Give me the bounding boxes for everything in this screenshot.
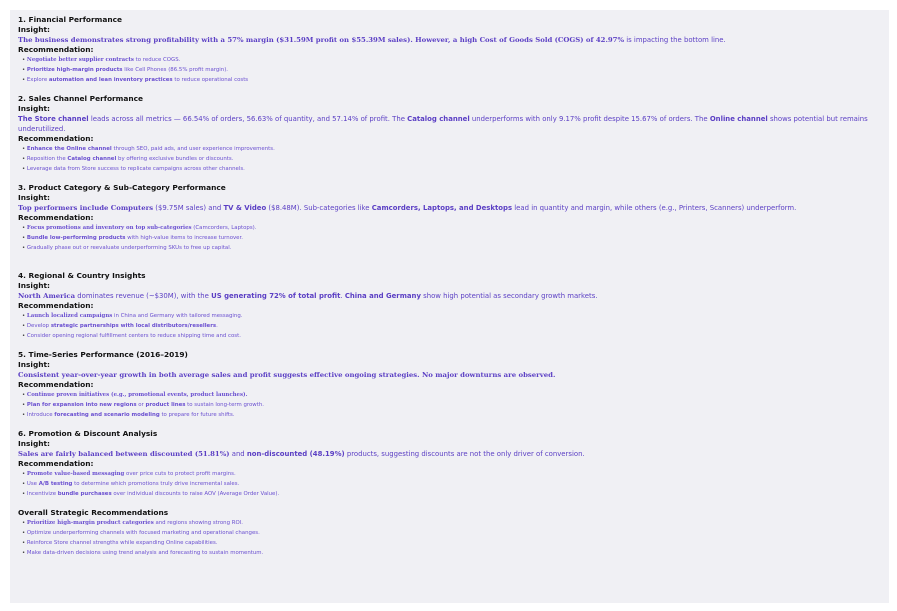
insight-text: The business demonstrates strong profitability with a 57% margin ($31.59M profit on $55.39M sales). However, a high Cost of Goods Sold (COGS) of 42.97% is impacting the bottom line. <box>18 36 726 44</box>
section-time-series <box>18 350 881 420</box>
section-title: 3. Product Category & Sub-Category Performance <box>18 183 226 192</box>
list-item: • Enhance the Online channel through SEO, paid ads, and user experience improvements. <box>22 144 881 154</box>
section-financial-performance <box>18 15 881 85</box>
recommendation-label: Recommendation: <box>18 301 94 310</box>
report-panel <box>10 10 889 603</box>
insight-text: Consistent year-over-year growth in both average sales and profit suggests effective ongoing strategies. No major downturns are observed. <box>18 371 556 379</box>
list-item: • Launch localized campaigns in China and Germany with tailored messaging. <box>22 311 881 321</box>
section-title: 6. Promotion & Discount Analysis <box>18 429 158 438</box>
recommendation-list <box>18 311 881 341</box>
insight-label: Insight: <box>18 25 50 34</box>
insight-label: Insight: <box>18 281 50 290</box>
insight-label: Insight: <box>18 193 50 202</box>
list-item: • Negotiate better supplier contracts to reduce COGS. <box>22 55 881 65</box>
list-item: • Gradually phase out or reevaluate underperforming SKUs to free up capital. <box>22 243 881 253</box>
list-item: • Plan for expansion into new regions or product lines to sustain long-term growth. <box>22 400 881 410</box>
section-title: 5. Time-Series Performance (2016–2019) <box>18 350 188 359</box>
list-item: • Make data-driven decisions using trend analysis and forecasting to sustain momentum. <box>22 548 881 558</box>
list-item: • Optimize underperforming channels with focused marketing and operational changes. <box>22 528 881 538</box>
recommendation-label: Recommendation: <box>18 45 94 54</box>
recommendation-label: Recommendation: <box>18 459 94 468</box>
insight-label: Insight: <box>18 360 50 369</box>
list-item: • Introduce forecasting and scenario modeling to prepare for future shifts. <box>22 410 881 420</box>
recommendation-list <box>18 223 881 253</box>
list-item: • Bundle low-performing products with high-value items to increase turnover. <box>22 233 881 243</box>
section-promotion-discount <box>18 429 881 499</box>
list-item: • Focus promotions and inventory on top sub-categories (Camcorders, Laptops). <box>22 223 881 233</box>
recommendation-label: Recommendation: <box>18 380 94 389</box>
section-overall-recommendations <box>18 508 881 558</box>
section-title: 1. Financial Performance <box>18 15 122 24</box>
recommendation-label: Recommendation: <box>18 213 94 222</box>
list-item: • Prioritize high-margin product categories and regions showing strong ROI. <box>22 518 881 528</box>
insight-label: Insight: <box>18 439 50 448</box>
recommendation-list <box>18 390 881 420</box>
insight-text: North America dominates revenue (~$30M), with the US generating 72% of total profit. China and Germany show high potential as secondary growth markets. <box>18 292 598 300</box>
section-product-category <box>18 183 881 253</box>
list-item: • Incentivize bundle purchases over individual discounts to raise AOV (Average Order Value). <box>22 489 881 499</box>
list-item: • Reinforce Store channel strengths while expanding Online capabilities. <box>22 538 881 548</box>
list-item: • Promote value-based messaging over price cuts to protect profit margins. <box>22 469 881 479</box>
list-item: • Explore automation and lean inventory practices to reduce operational costs <box>22 75 881 85</box>
section-sales-channel <box>18 94 881 174</box>
list-item: • Reposition the Catalog channel by offering exclusive bundles or discounts. <box>22 154 881 164</box>
section-title: Overall Strategic Recommendations <box>18 508 169 517</box>
list-item: • Prioritize high-margin products like Cell Phones (86.5% profit margin). <box>22 65 881 75</box>
insight-label: Insight: <box>18 104 50 113</box>
recommendation-label: Recommendation: <box>18 134 94 143</box>
list-item: • Consider opening regional fulfillment centers to reduce shipping time and cost. <box>22 331 881 341</box>
insight-text: Top performers include Computers ($9.75M sales) and TV & Video ($8.48M). Sub-categories like Camcorders, Laptops, and Desktops lead in quantity and margin, while others (e.g., Printers, Scanners) underperform. <box>18 204 797 212</box>
recommendation-list <box>18 55 881 85</box>
insight-text: Sales are fairly balanced between discounted (51.81%) and non-discounted (48.19%) products, suggesting discounts are not the only driver of conversion. <box>18 450 585 458</box>
list-item: • Continue proven initiatives (e.g., promotional events, product launches). <box>22 390 881 400</box>
list-item: • Develop strategic partnerships with local distributors/resellers. <box>22 321 881 331</box>
section-title: 4. Regional & Country Insights <box>18 271 146 280</box>
recommendation-list <box>18 518 881 558</box>
section-title: 2. Sales Channel Performance <box>18 94 144 103</box>
recommendation-list <box>18 469 881 499</box>
section-regional-insights <box>18 271 881 341</box>
recommendation-list <box>18 144 881 174</box>
list-item: • Leverage data from Store success to replicate campaigns across other channels. <box>22 164 881 174</box>
insight-text: The Store channel leads across all metrics — 66.54% of orders, 56.63% of quantity, and 57.14% of profit. The Catalog channel underperforms with only 9.17% profit despite 15.67% of orders. The Online channel shows potential but remains underutilized. <box>18 115 868 133</box>
list-item: • Use A/B testing to determine which promotions truly drive incremental sales. <box>22 479 881 489</box>
